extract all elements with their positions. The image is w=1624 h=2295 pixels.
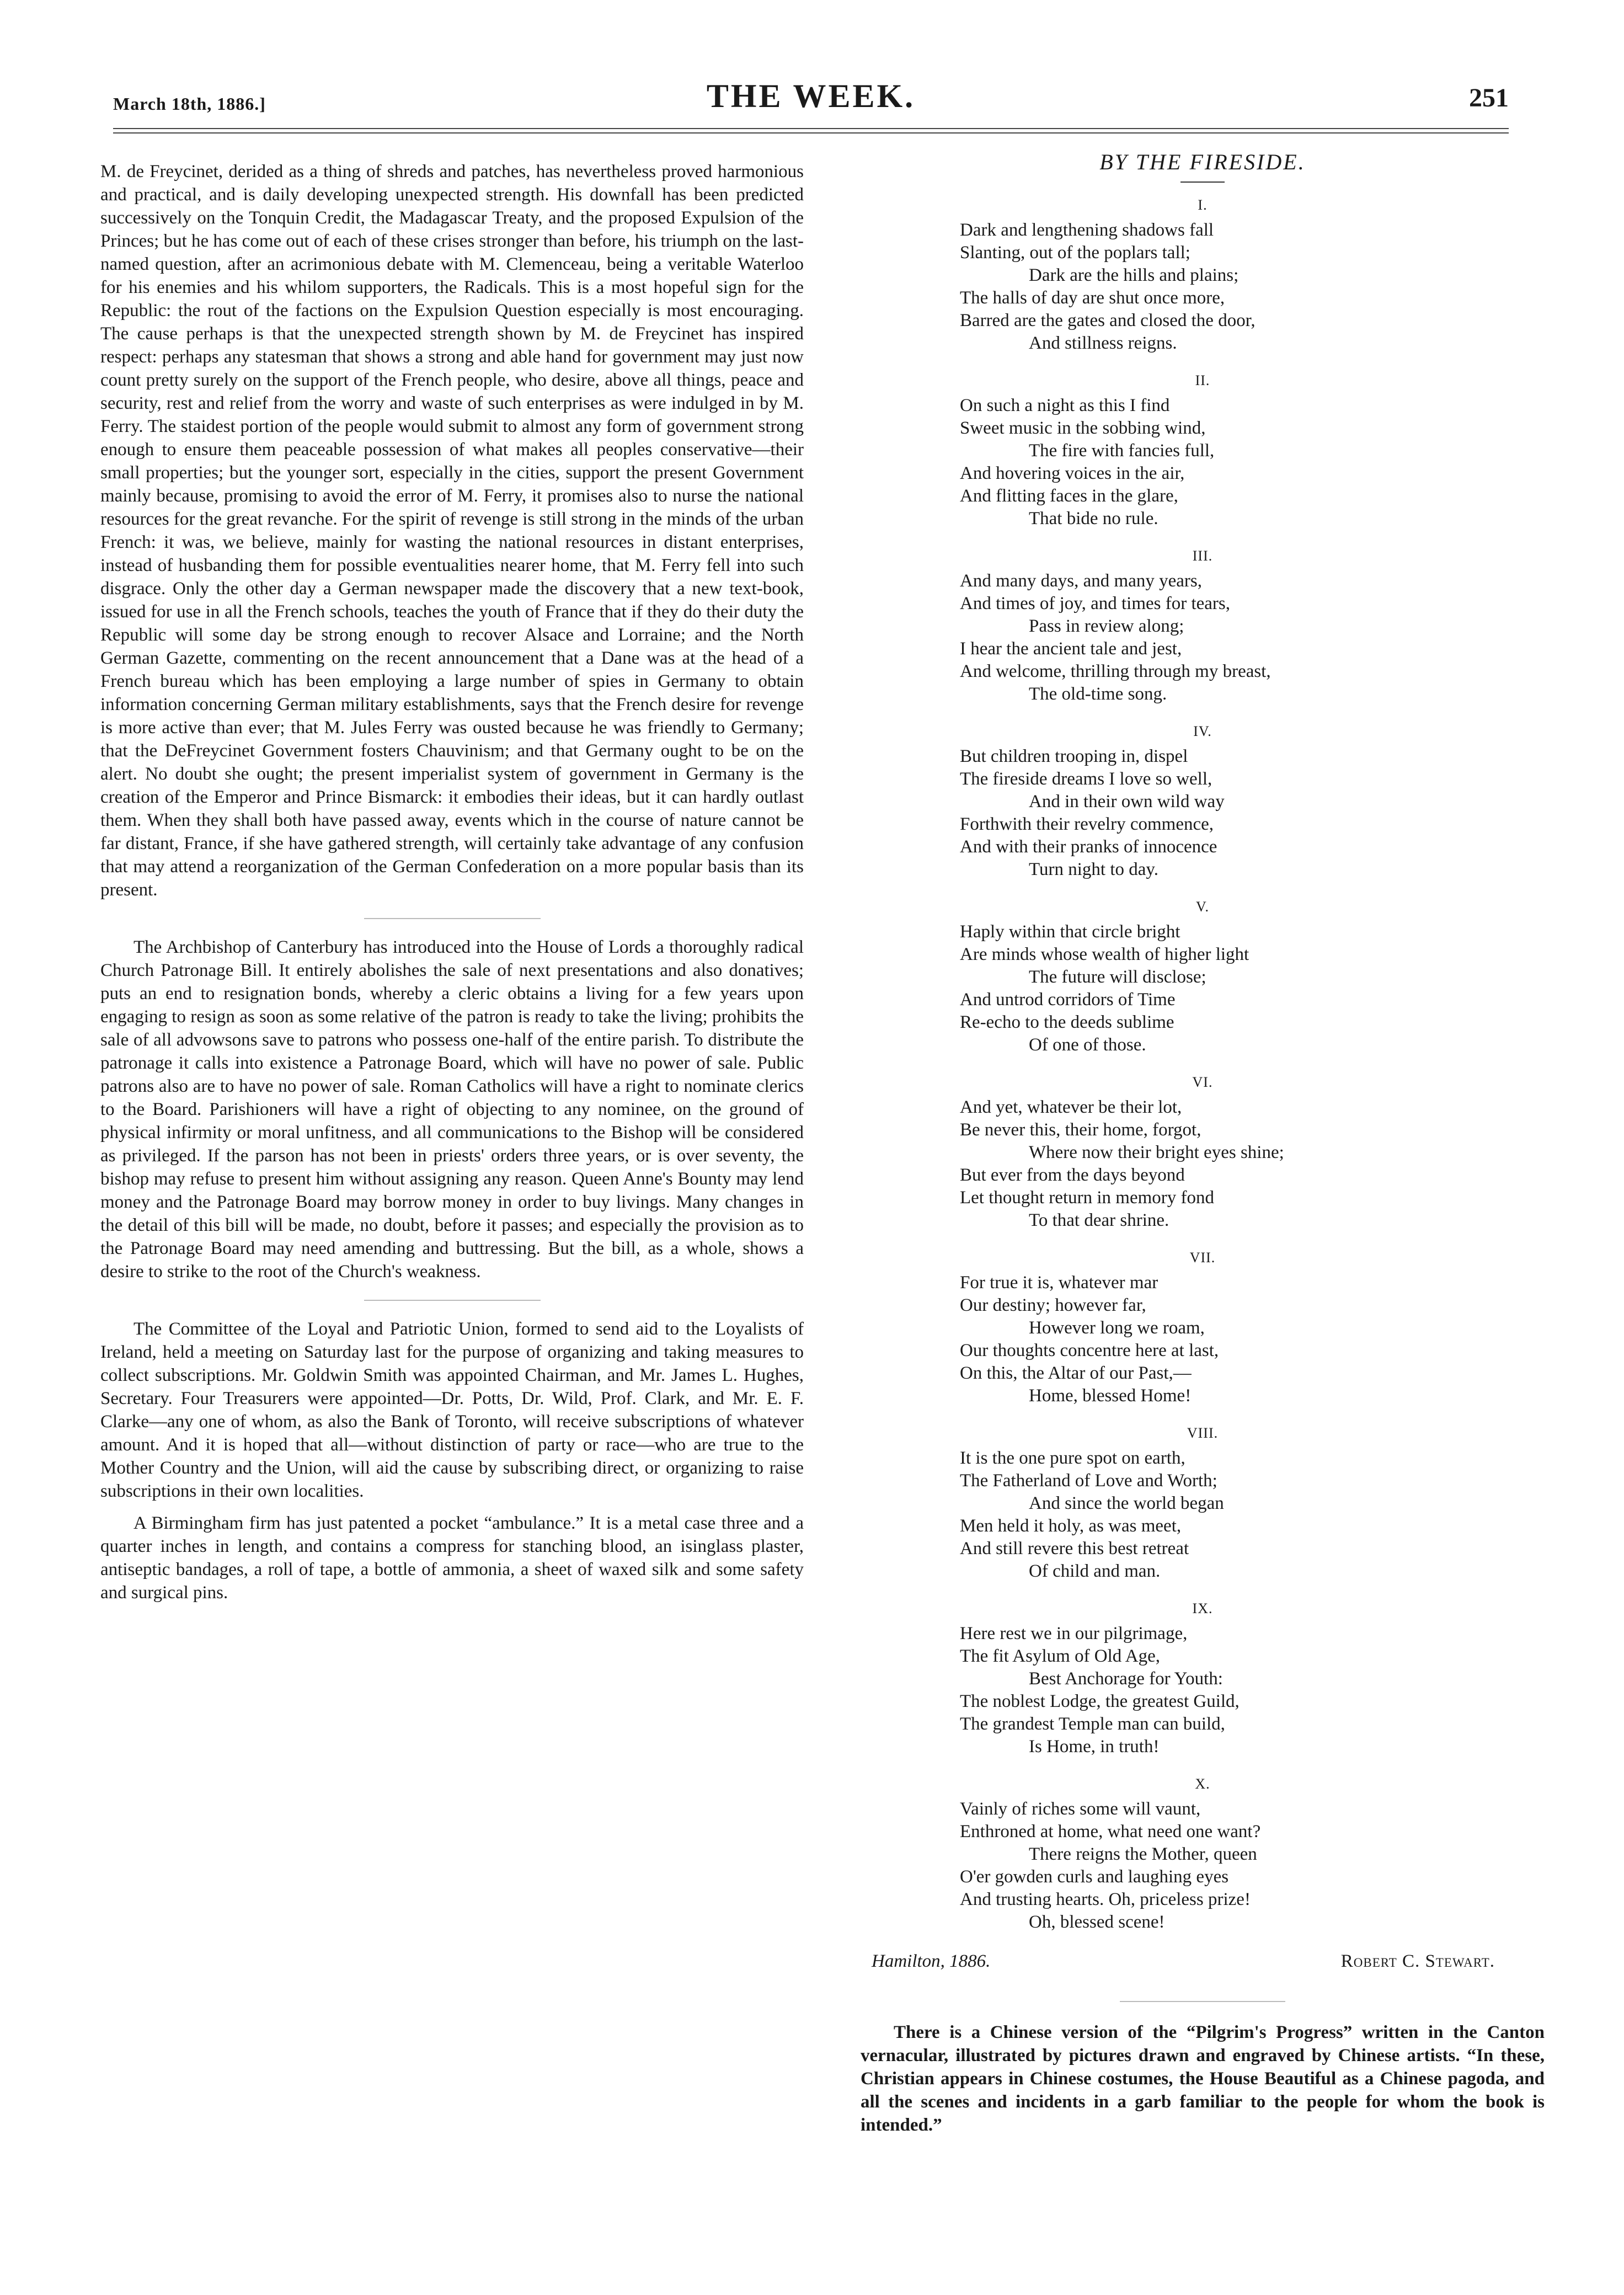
poem-line: That bide no rule. <box>1029 509 1158 529</box>
poem-line: Pass in review along; <box>1029 616 1184 636</box>
poem-line: Our thoughts concentre here at last, <box>960 1341 1219 1360</box>
stanza-number: X. <box>1195 1776 1210 1792</box>
poem-line: But children trooping in, dispel <box>960 746 1188 766</box>
poem-line: Re-echo to the deeds sublime <box>960 1012 1174 1032</box>
poem-line: And untrod corridors of Time <box>960 990 1176 1010</box>
poem-line: The fire with fancies full, <box>1029 441 1215 461</box>
poem-line: Sweet music in the sobbing wind, <box>960 418 1206 438</box>
poem-line: The old-time song. <box>1029 684 1167 704</box>
stanza-number: VI. <box>1192 1074 1213 1090</box>
poem-line: Best Anchorage for Youth: <box>1029 1669 1223 1689</box>
stanza-number: II. <box>1195 372 1210 388</box>
poem-line: Our destiny; however far, <box>960 1295 1146 1315</box>
poem-line: The future will disclose; <box>1029 967 1206 987</box>
poem-line: Where now their bright eyes shine; <box>1029 1143 1284 1162</box>
poem-line: The Fatherland of Love and Worth; <box>960 1471 1217 1491</box>
poem-line: Of one of those. <box>1029 1035 1146 1055</box>
stanza-number: VII. <box>1189 1250 1216 1266</box>
poem-stanza <box>861 1776 1545 1934</box>
article-pocket-ambulance: A Birmingham firm has just patented a pocket “ambulance.” It is a metal case three and a quarter inches in length, and contains a compress for stanching blood, an isinglass plaster, antiseptic bandages, a roll of tape, a bottle of ammonia, a sheet of waxed silk and some safety and surgical pins. <box>100 1513 804 1603</box>
poem-line: The noblest Lodge, the greatest Guild, <box>960 1691 1240 1711</box>
poem-line: I hear the ancient tale and jest, <box>960 639 1182 659</box>
poem-stanza <box>861 1250 1545 1407</box>
poem-line: Turn night to day. <box>1029 860 1158 879</box>
poem-line: O'er gowden curls and laughing eyes <box>960 1867 1229 1887</box>
poem-line: Slanting, out of the poplars tall; <box>960 243 1190 263</box>
poem-signature <box>861 1951 1545 1979</box>
poem-line: And hovering voices in the air, <box>960 463 1185 483</box>
stanza-number: I. <box>1198 197 1208 213</box>
poem-line: But ever from the days beyond <box>960 1165 1185 1185</box>
poem-line: Dark are the hills and plains; <box>1029 265 1239 285</box>
left-column <box>100 160 804 1604</box>
poem-line: Haply within that circle bright <box>960 922 1180 942</box>
poem-line: It is the one pure spot on earth, <box>960 1448 1185 1468</box>
poem-line: Enthroned at home, what need one want? <box>960 1822 1261 1842</box>
stanza-number: VIII. <box>1187 1425 1219 1441</box>
publication-title: THE WEEK. <box>706 78 916 114</box>
poem-line: And yet, whatever be their lot, <box>960 1097 1182 1117</box>
article-freycinet: M. de Freycinet, derided as a thing of shreds and patches, has nevertheless proved harmonious and practical, and is daily developing unexpected strength. His downfall has been predicted successively on the Tonquin Credit, the Madagascar Treaty, and the proposed Expulsion of the Princes; but he has come out of each of these crises stronger than before, his triumph on the last-named question, after an acrimonious debate with M. Clemenceau, being a veritable Waterloo for his enemies and his whilom supporters, the Radicals. This is a most hopeful sign for the Republic: the rout of the factions on the Expulsion Question especially is most encouraging. The cause perhaps is that the unexpected strength shown by M. de Freycinet has inspired respect: perhaps any statesman that shows a strong and able hand for government may just now count pretty surely on the support of the French people, who desire, above all things, peace and security, rest and relief from the worry and waste of such enterprises as were indulged in by M. Ferry. The staidest portion of the people would submit to almost any form of government strong enough to ensure them peaceable possession of what makes all peoples conservative—their small properties; but the younger sort, especially in the cities, support the present Government mainly because, promising to avoid the error of M. Ferry, it promises also to nurse the national resources for the great revanche. For the spirit of revenge is still strong in the minds of the urban French: it was, we believe, mainly for wasting the national resources in distant enterprises, instead of husbanding them for possible eventualities nearer home, that M. Ferry fell into such disgrace. Only the other day a German newspaper made the discovery that a new text-book, issued for use in all the French schools, teaches the youth of France that if they do their duty the Republic will some day be strong enough to recover Alsace and Lorraine; and the North German Gazette, commenting on the recent announcement that a Dane was at the head of a French bureau which has been employing a large number of spies in Germany to obtain information concerning German military establishments, says that the French desire for revenge is more active than ever; that M. Jules Ferry was ousted because he was friendly to Germany; that the DeFreycinet Government fosters Chauvinism; and that Germany ought to be on the alert. No doubt she ought; the present imperialist system of government in Germany is the creation of the Emperor and Prince Bismarck: it embodies their ideas, but it can hardly outlast them. When they shall both have passed away, events which in the course of nature cannot be far distant, France, if she have gathered strength, will certainly take advantage of any confusion that may attend a reorganization of the German Confederation on a more popular basis than its present. <box>100 162 804 900</box>
poem-line: And still revere this best retreat <box>960 1539 1189 1559</box>
article-pilgrims-progress: There is a Chinese version of the “Pilgrim's Progress” written in the Canton vernacular, illustrated by pictures drawn and engraved by Chinese artists. “In these, Christian appears in Chinese costumes, the House Beautiful as a Chinese pagoda, and all the scenes and incidents in a garb familiar to the people for whom the book is intended.” <box>861 2022 1545 2135</box>
poem-line: And welcome, thrilling through my breast, <box>960 661 1271 681</box>
poem-line: To that dear shrine. <box>1029 1210 1169 1230</box>
poem-line: And many days, and many years, <box>960 571 1202 591</box>
poem-line: However long we roam, <box>1029 1318 1205 1338</box>
poem-line: And with their pranks of innocence <box>960 837 1217 857</box>
poem-line: Dark and lengthening shadows fall <box>960 220 1214 240</box>
poem-line: Be never this, their home, forgot, <box>960 1120 1201 1140</box>
section-divider <box>364 918 541 919</box>
poem-line: And in their own wild way <box>1029 792 1225 812</box>
poem-line: And flitting faces in the glare, <box>960 486 1178 506</box>
poem-stanza <box>861 1074 1545 1232</box>
poem-line: For true it is, whatever mar <box>960 1273 1158 1293</box>
poem-line: Home, blessed Home! <box>1029 1386 1192 1406</box>
poem-line: Barred are the gates and closed the door, <box>960 311 1256 330</box>
poem-stanza <box>861 372 1545 530</box>
poem-line: Vainly of riches some will vaunt, <box>960 1799 1201 1819</box>
stanza-number: IV. <box>1193 723 1212 739</box>
poem-line: The fireside dreams I love so well, <box>960 769 1212 789</box>
poem-line: Are minds whose wealth of higher light <box>960 944 1249 964</box>
poem-author: Robert C. Stewart. <box>1340 1951 1495 1971</box>
poem-line: And stillness reigns. <box>1029 333 1177 353</box>
poem-stanza <box>861 548 1545 706</box>
poem-stanza <box>861 1600 1545 1758</box>
poem-line: The halls of day are shut once more, <box>960 288 1225 308</box>
poem-line: Of child and man. <box>1029 1561 1161 1581</box>
poem-line: And since the world began <box>1029 1493 1224 1513</box>
poem-body <box>861 197 1545 1934</box>
section-divider <box>364 1300 541 1301</box>
article-church-patronage: The Archbishop of Canterbury has introduced into the House of Lords a thoroughly radical Church Patronage Bill. It entirely abolishes the sale of next presentations and also donatives; puts an end to resignation bonds, whereby a cleric obtains a living for a few years upon engaging to resign as soon as some relative of the patron is ready to take the living; prohibits the sale of all advowsons save to patrons who possess one-half of the entire parish. To distribute the patronage it calls into existence a Patronage Board, which will have no power of sale. Public patrons also are to have no power of sale. Roman Catholics will have a right to nominate clerics to the Board. Parishioners will have a right of objecting to any nominee, on the ground of physical infirmity or moral unfitness, and all communications to the Bishop will be considered as privileged. If the parson has not been in priests' orders three years, or is over seventy, the bishop may refuse to present him without assigning any reason. Queen Anne's Bounty may lend money and the Patronage Board may borrow money in order to buy livings. Many changes in the detail of this bill will be made, no doubt, before it passes; and especially the provision as to the Patronage Board may need amending and buttressing. But the bill, as a whole, shows a desire to strike to the root of the Church's weakness. <box>100 937 804 1282</box>
poem-stanza <box>861 723 1545 881</box>
poem-line: And trusting hearts. Oh, priceless prize! <box>960 1890 1251 1909</box>
poem-line: Men held it holy, as was meet, <box>960 1516 1182 1536</box>
poem-line: The grandest Temple man can build, <box>960 1714 1225 1734</box>
poem-stanza <box>861 1425 1545 1583</box>
poem-line: On such a night as this I find <box>960 396 1170 415</box>
poem-line: On this, the Altar of our Past,— <box>960 1363 1192 1383</box>
poem-stanza <box>861 197 1545 355</box>
stanza-number: V. <box>1196 899 1209 915</box>
header-rule <box>113 128 1509 134</box>
section-divider <box>1120 2001 1285 2002</box>
poem-line: Forthwith their revelry commence, <box>960 814 1214 834</box>
poem-line: The fit Asylum of Old Age, <box>960 1646 1160 1666</box>
poem-line: Oh, blessed scene! <box>1029 1912 1165 1932</box>
poem-line: Let thought return in memory fond <box>960 1188 1214 1208</box>
article-loyal-patriotic-union: The Committee of the Loyal and Patriotic Union, formed to send aid to the Loyalists of Ireland, held a meeting on Saturday last for the purpose of organizing and taking measures to collect subscriptions. Mr. Goldwin Smith was appointed Chairman, and Mr. James L. Hughes, Secretary. Four Treasurers were appointed—Dr. Potts, Dr. Wild, Prof. Clark, and Mr. E. F. Clarke—any one of whom, as also the Bank of Toronto, will receive subscriptions of whatever amount. And it is hoped that all—without distinction of party or race—who are true to the Mother Country and the Union, will aid the cause by subscribing direct, or organizing to raise subscriptions in their own localities. <box>100 1319 804 1501</box>
poem-title: BY THE FIRESIDE. <box>1099 150 1306 174</box>
poem-title-rule <box>1180 182 1225 183</box>
stanza-number: III. <box>1192 548 1213 564</box>
poem-line: And times of joy, and times for tears, <box>960 594 1231 613</box>
right-column <box>861 149 1545 2137</box>
poem-line: Here rest we in our pilgrimage, <box>960 1624 1188 1643</box>
poem-stanza <box>861 899 1545 1056</box>
stanza-number: IX. <box>1192 1600 1213 1616</box>
poem-line: There reigns the Mother, queen <box>1029 1844 1257 1864</box>
page-header <box>113 77 1509 121</box>
poem-place-date: Hamilton, 1886. <box>872 1951 991 1971</box>
issue-date: March 18th, 1886.] <box>113 94 266 114</box>
poem-line: Is Home, in truth! <box>1029 1737 1160 1757</box>
page-number: 251 <box>1469 83 1509 113</box>
